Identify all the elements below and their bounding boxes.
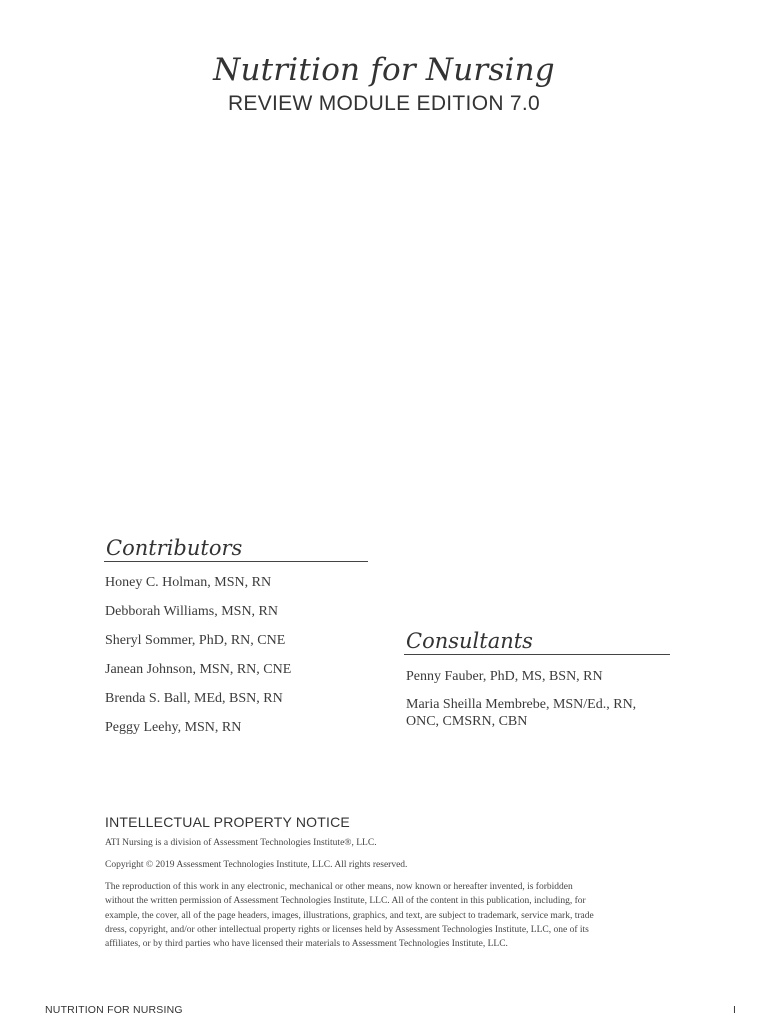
contributor-name: Honey C. Holman, MSN, RN bbox=[105, 575, 272, 590]
ip-notice-copyright: Copyright © 2019 Assessment Technologies Institute, LLC. All rights reserved. bbox=[105, 860, 408, 870]
consultant-name: Maria Sheilla Membrebe, MSN/Ed., RN, ONC, CMSRN, CBN bbox=[406, 697, 637, 729]
page-number: I bbox=[733, 1004, 736, 1016]
edition-subtitle: REVIEW MODULE EDITION 7.0 bbox=[227, 92, 541, 115]
consultants-list bbox=[406, 668, 668, 741]
contributor-name: Janean Johnson, MSN, RN, CNE bbox=[105, 662, 292, 677]
consultant-name: Penny Fauber, PhD, MS, BSN, RN bbox=[406, 669, 603, 684]
contributors-list bbox=[105, 574, 291, 748]
running-footer-title: NUTRITION FOR NURSING bbox=[45, 1004, 183, 1016]
contributor-name: Debborah Williams, MSN, RN bbox=[105, 604, 279, 619]
ip-notice-division: ATI Nursing is a division of Assessment Technologies Institute®, LLC. bbox=[105, 838, 377, 848]
contributor-name: Brenda S. Ball, MEd, BSN, RN bbox=[105, 691, 283, 706]
contributor-name: Sheryl Sommer, PhD, RN, CNE bbox=[105, 633, 286, 648]
consultants-heading: Consultants bbox=[404, 629, 670, 655]
contributors-heading: Contributors bbox=[104, 536, 368, 562]
contributor-name: Peggy Leehy, MSN, RN bbox=[105, 720, 242, 735]
ip-notice-body: The reproduction of this work in any electronic, mechanical or other means, now known or hereafter invented, is forbidden without the written permission of Assessment Technologies Institute, LLC. All of the content in this publication, including, for example, the cover, all of the page headers, images, illustrations, graphics, and text, are subject to trademark, service mark, trade dress, copyright, and/or other intellectual property rights or licenses held by Assessment Technologies Institute, LLC, one of its affiliates, or by third parties who have licensed their materials to Assessment Technologies Institute, LLC. bbox=[105, 882, 594, 950]
book-title: Nutrition for Nursing bbox=[213, 52, 555, 88]
ip-notice-heading: INTELLECTUAL PROPERTY NOTICE bbox=[105, 814, 350, 830]
